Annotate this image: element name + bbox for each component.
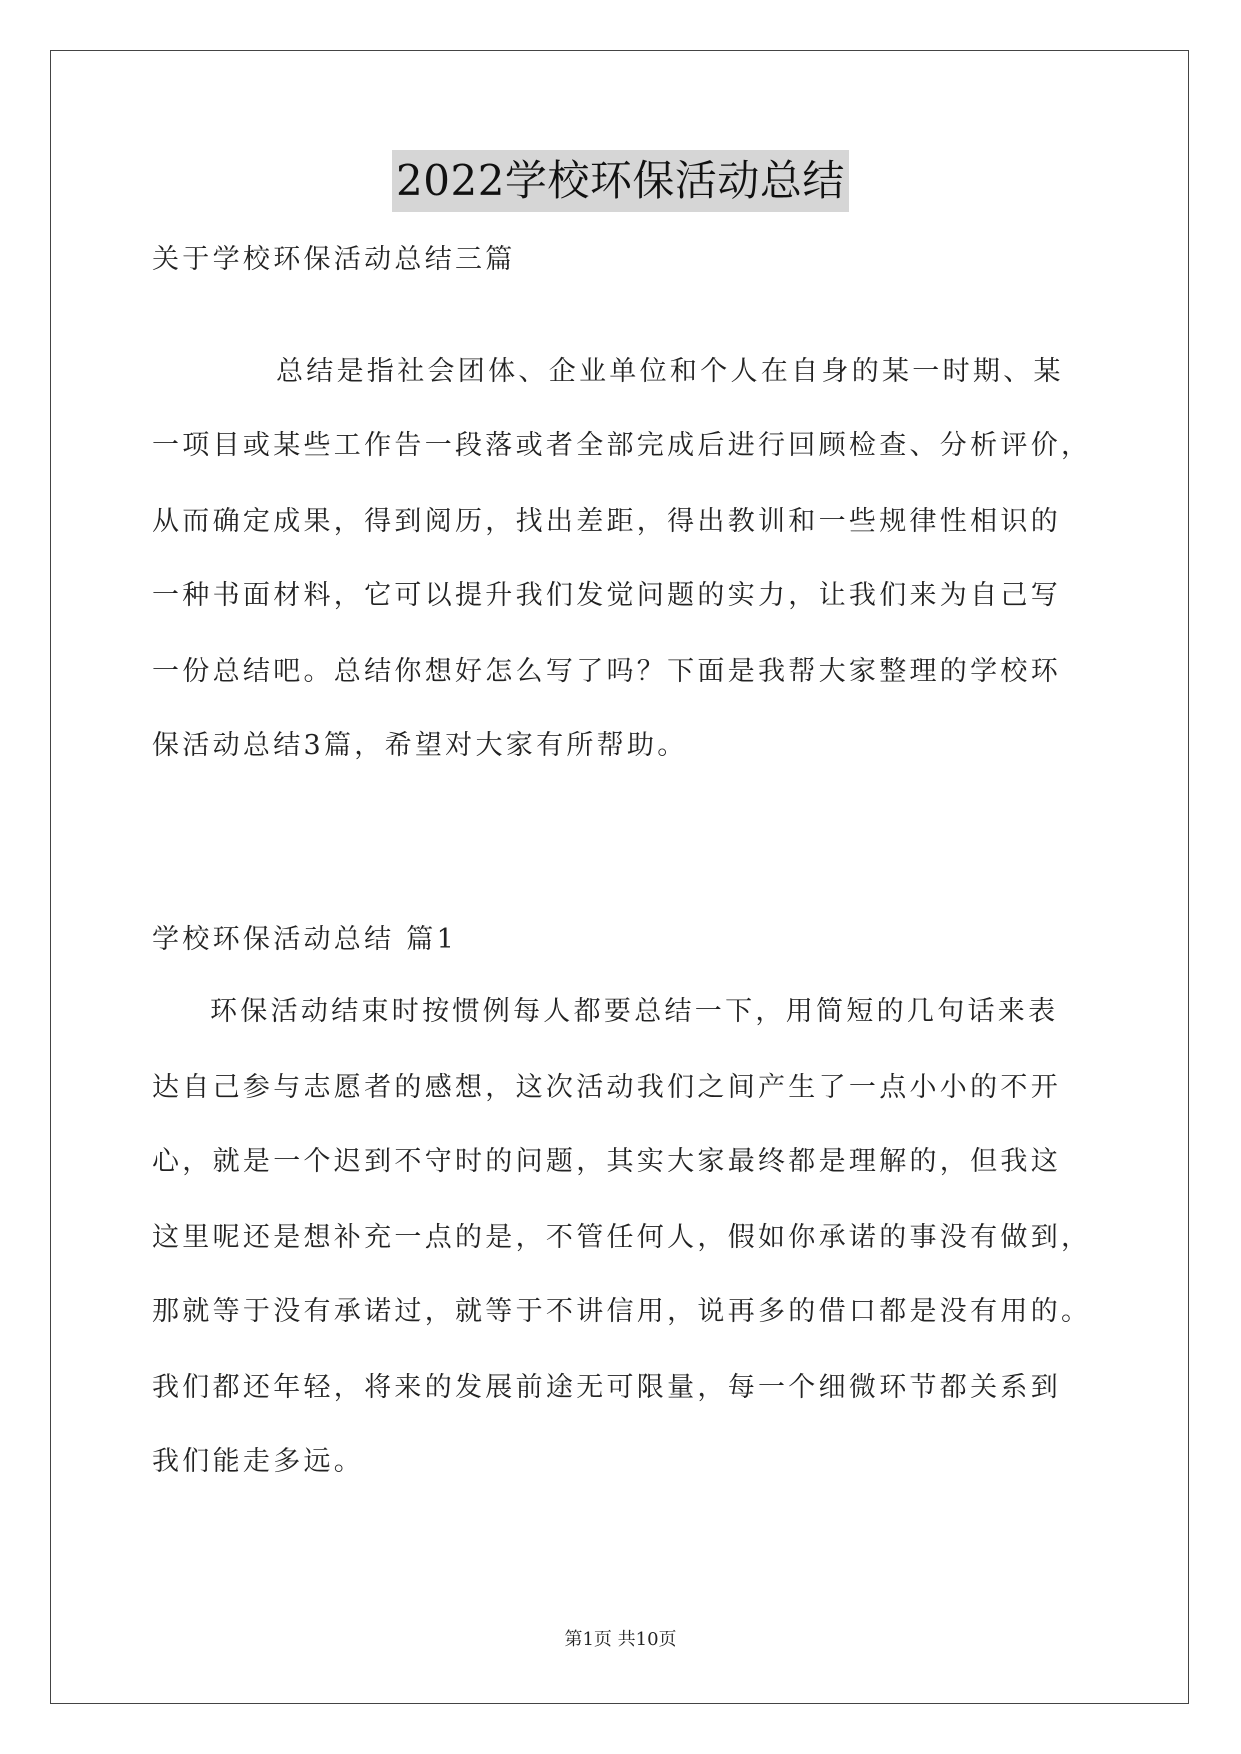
section-line: 达自己参与志愿者的感想，这次活动我们之间产生了一点小小的不开 xyxy=(152,1072,1061,1103)
section-line: 那就等于没有承诺过，就等于不讲信用，说再多的借口都是没有用的。 xyxy=(152,1296,1092,1327)
section-line: 这里呢还是想补充一点的是，不管任何人，假如你承诺的事没有做到， xyxy=(152,1222,1092,1253)
intro-line: 一份总结吧。总结你想好怎么写了吗？下面是我帮大家整理的学校环 xyxy=(152,656,1061,687)
intro-line: 一种书面材料，它可以提升我们发觉问题的实力，让我们来为自己写 xyxy=(152,580,1061,611)
section-line: 我们能走多远。 xyxy=(152,1446,365,1477)
document-title: 2022学校环保活动总结 xyxy=(392,150,849,212)
page-footer: 第1页 共10页 xyxy=(564,1629,677,1650)
intro-line: 一项目或某些工作告一段落或者全部完成后进行回顾检查、分析评价， xyxy=(152,430,1092,461)
intro-line: 总结是指社会团体、企业单位和个人在自身的某一时期、某 xyxy=(276,356,1064,387)
title-container xyxy=(0,150,1241,212)
section-heading: 学校环保活动总结 篇1 xyxy=(152,924,458,955)
section-line: 心，就是一个迟到不守时的问题，其实大家最终都是理解的，但我这 xyxy=(152,1146,1061,1177)
intro-line: 保活动总结3篇，希望对大家有所帮助。 xyxy=(152,730,688,761)
intro-line: 从而确定成果，得到阅历，找出差距，得出教训和一些规律性相识的 xyxy=(152,506,1061,537)
section-line: 我们都还年轻，将来的发展前途无可限量，每一个细微环节都关系到 xyxy=(152,1372,1061,1403)
document-subtitle: 关于学校环保活动总结三篇 xyxy=(152,244,516,275)
section-line: 环保活动结束时按惯例每人都要总结一下，用简短的几句话来表 xyxy=(210,996,1059,1027)
